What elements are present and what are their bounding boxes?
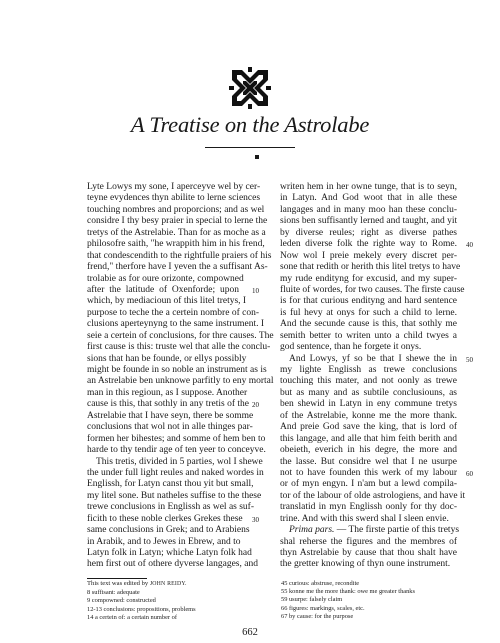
footnote: 14 a certein of: a certain number of — [87, 613, 177, 621]
footnote: 12-13 conclusions: propositions, problems — [87, 605, 196, 613]
text-line: is for that curious endityng and hard sentence — [280, 296, 457, 307]
text-line: which, by mediacioun of this litel tretys, I — [87, 296, 247, 307]
text-line: tor of the labour of olde astrologiens, and have it — [280, 490, 466, 501]
text-line: that condescendith to the rightfulle praiers of his — [87, 250, 272, 261]
text-line: Now wol I preie mekely every discret per- — [280, 250, 457, 261]
editor-credit: This text was edited by JOHN REIDY. — [87, 580, 187, 587]
text-line: Lyte Lowys my sone, I aperceyve wel by cer- — [87, 182, 261, 192]
text-line: harde to thy tendir age of ten yeer to conceyve. — [87, 445, 266, 456]
text-line: man in this regioun, as I suppose. Another — [87, 387, 248, 398]
text-line: ben shewid in Latyn in eny commune tretys — [280, 399, 457, 410]
text-line: sions that han be founde, or ellys possibly — [87, 353, 247, 364]
text-line: not to have founden this werk of my labour 60 — [280, 468, 457, 479]
text-line: fluite of wordes, for two causes. The firste cause — [280, 284, 465, 295]
text-line: in Latyn. And God woot that in alle these — [280, 193, 457, 204]
line-number: 20 — [252, 401, 259, 410]
text-line: touching nombres and proporcions; and as wel — [87, 204, 265, 215]
text-line: seie a certein of conclusions, for thre causes. The — [87, 330, 274, 341]
text-line: thyn Astrelabie by cause that thou shalt have — [280, 548, 457, 558]
text-line: And preie God save the king, that is lord of — [280, 422, 457, 433]
text-line: the under full light reules and naked wordes in — [87, 467, 264, 478]
text-line: considre I thy besy praier in special to lerne the — [87, 216, 268, 227]
text-line: but as many and as subtile conclusiouns, as — [280, 387, 457, 398]
text-line: my lighte Englissh as trewe conclusions — [280, 365, 457, 375]
text-line: translatid in myn Englissh oonly for thy doc- — [280, 502, 457, 513]
footnote-rule — [87, 578, 147, 579]
text-line: or of myn engyn. I n'am but a lewd compila- — [280, 479, 457, 490]
text-line: Latyn folk in Latyn; whiche Latyn folk had — [87, 548, 252, 558]
text-line: This tretis, divided in 5 parties, wol I shewe — [96, 456, 263, 467]
decorative-knot-ornament-icon — [228, 66, 272, 110]
text-line: by diverse reules; right as diverse pathes — [280, 227, 457, 238]
text-line: Astrelabie that I have seyn, there be somme — [87, 410, 254, 421]
text-line: hem first out of othere dyverse langages, and — [87, 559, 258, 570]
footnote: 9 compowned: constructed — [87, 597, 156, 605]
text-line: is ful hevy at onys for such a child to lerne. — [280, 307, 457, 318]
text-line: this langage, and alle that him feith berith and — [280, 433, 457, 444]
footnote: 66 figures: markings, scales, etc. — [281, 604, 365, 612]
text-line: might be founde in so noble an instrument as is — [87, 365, 267, 375]
text-line: trine. And with this swerd shal I sleen envie. — [280, 513, 449, 524]
text-line: clusions aperteynyng to the same instrument. I — [87, 319, 265, 330]
footnote: 67 by cause: for the purpose — [281, 612, 354, 620]
footnote: 59 usurpe: falsely claim — [281, 596, 343, 604]
text-line: cause is this, that sothly in any tretis of the 20 — [87, 399, 239, 410]
text-line: tretys of the Astrelabie. Than for as moche as a — [87, 227, 266, 238]
text-line: Englissh, for Latyn canst thou yit but small, — [87, 479, 254, 490]
text-line: my rude endityng for excusid, and my super- — [280, 273, 457, 284]
text-line: purpose to teche the a certein nombre of con- — [87, 307, 259, 318]
text-line: conclusions that wol not in alle thinges par- — [87, 422, 253, 433]
text-line: shal reherse the figures and the membres of — [280, 536, 457, 547]
text-line: the lasse. But considre wel that I ne usurpe — [280, 456, 457, 467]
text-line: in Arabik, and to Jewes in Ebrew, and to — [87, 536, 241, 547]
text-line: teyne evydences thyn abilite to lerne sciences — [87, 193, 261, 204]
left-text-column — [87, 182, 282, 571]
text-line: touching this mater, and not oonly as trewe — [280, 376, 457, 387]
text-line: And Lowys, yf so be that I shewe the in 50 — [280, 354, 457, 365]
text-line: semith better to writen unto a child twyes a — [280, 330, 457, 341]
footnote: 55 konne me the more thank: owe me greater thanks — [281, 588, 415, 596]
text-line: formen her bihestes; and somme of hem ben to — [87, 433, 266, 444]
text-line: langages and in many moo han these conclu- — [280, 204, 457, 215]
text-line: writen hem in her owne tunge, that is to seyn, — [280, 182, 457, 192]
footnote: 45 curious: abstruse, recondite — [281, 580, 360, 587]
text-line: sone that redith or herith this litel tretys to have — [280, 262, 461, 273]
line-number: 10 — [252, 286, 259, 295]
text-line: Prima pars. — The firste partie of this tretys — [289, 525, 460, 536]
text-line: leden diverse folk the righte way to Rome. 40 — [280, 239, 457, 250]
text-line: sions ben suffisantly lerned and taught, and yit — [280, 216, 458, 227]
footnotes-right — [281, 580, 471, 621]
line-number: 30 — [252, 515, 259, 524]
line-number: 60 — [466, 469, 473, 478]
line-number: 40 — [466, 241, 473, 250]
section-bullet — [255, 155, 259, 159]
text-line: ficith to these noble clerkes Grekes these 30 — [87, 514, 239, 525]
text-line: philosofre saith, "he wrappith him in his frend, — [87, 239, 265, 250]
text-line: my litel sone. But natheles suffise to the these — [87, 490, 262, 501]
footnote: 8 suffisant: adequate — [87, 589, 140, 597]
text-line: god sentence, than he forgete it onys. — [280, 342, 422, 353]
text-line: obeieth, everich in his degre, the more and — [280, 445, 457, 456]
line-number: 50 — [466, 355, 473, 364]
text-line: trolabie as for oure orizonte, compowned — [87, 273, 244, 284]
page-number: 662 — [242, 627, 258, 638]
text-line: frend," therfore have I yeven the a suffisant As- — [87, 262, 268, 273]
text-line: of the Astrelabie, konne me the more thank. — [280, 410, 457, 421]
text-line: an Astrelabie ben unknowe parfitly to eny mortal — [87, 376, 274, 387]
title-rule — [205, 147, 295, 148]
right-text-column — [280, 182, 480, 571]
text-line: the gretter knowing of thyn oune instrument. — [280, 559, 451, 570]
footnotes-left — [87, 580, 267, 622]
page-title: A Treatise on the Astrolabe — [130, 112, 370, 137]
text-line: first cause is this: truste wel that alle the conclu- — [87, 342, 271, 353]
text-line: after the latitude of Oxenforde; upon 10 — [87, 285, 239, 296]
text-line: same conclusions in Grek; and to Arabiens — [87, 525, 250, 536]
text-line: trewe conclusions in Englissh as wel as suf- — [87, 502, 255, 513]
text-line: And the secunde cause is this, that sothly me — [280, 319, 457, 330]
